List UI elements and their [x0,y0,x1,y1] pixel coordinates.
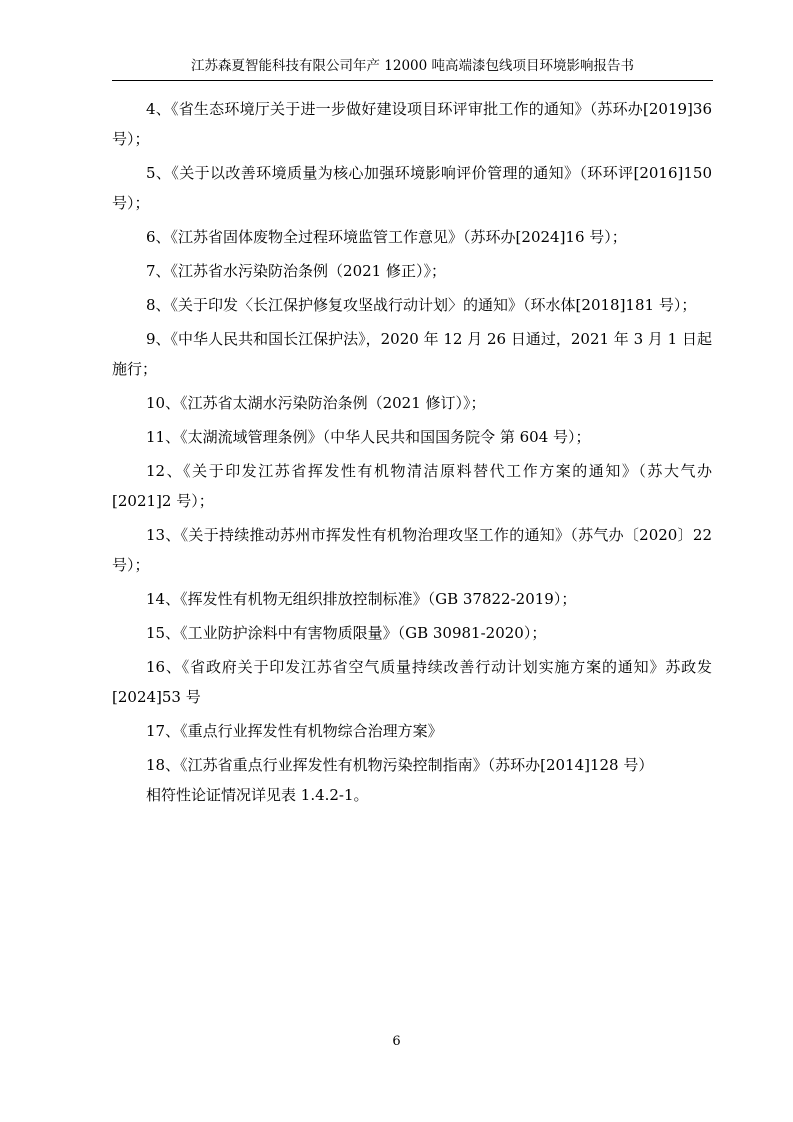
list-item-10: 10、《江苏省太湖水污染防治条例（2021 修订）》； [146,394,486,412]
list-item-16: 16、《省政府关于印发江苏省空气质量持续改善行动计划实施方案的通知》苏政发[2024]53 号 [112,658,712,706]
list-item-13: 13、《关于持续推动苏州市挥发性有机物治理攻坚工作的通知》（苏气办〔2020〕22 号）； [112,526,712,574]
list-item-11: 11、《太湖流域管理条例》（中华人民共和国国务院令 第 604 号）； [146,428,591,446]
regulation-list [112,94,712,810]
list-item-15: 15、《工业防护涂料中有害物质限量》（GB 30981-2020）； [146,624,547,642]
list-item-5: 5、《关于以改善环境质量为核心加强环境影响评价管理的通知》（环环评[2016]150 号）； [112,164,712,212]
header-divider [112,80,713,81]
document-header: 江苏森夏智能科技有限公司年产 12000 吨高端漆包线项目环境影响报告书 [190,58,635,74]
list-item-17: 17、《重点行业挥发性有机物综合治理方案》 [146,722,443,740]
list-item-4: 4、《省生态环境厅关于进一步做好建设项目环评审批工作的通知》（苏环办[2019]36 号）； [112,100,712,148]
list-item-9: 9、《中华人民共和国长江保护法》，2020 年 12 月 26 日通过，2021 年 3 月 1 日起施行； [112,330,712,378]
list-item-18: 18、《江苏省重点行业挥发性有机物污染控制指南》（苏环办[2014]128 号） [146,756,654,774]
list-item-6: 6、《江苏省固体废物全过程环境监管工作意见》（苏环办[2024]16 号）； [146,228,627,246]
page-number: 6 [392,1034,401,1049]
list-item-7: 7、《江苏省水污染防治条例（2021 修正）》； [146,262,446,280]
list-item-8: 8、《关于印发〈长江保护修复攻坚战行动计划〉的通知》（环水体[2018]181 号）； [146,296,697,314]
list-item-14: 14、《挥发性有机物无组织排放控制标准》（GB 37822-2019）； [146,590,577,608]
list-item-12: 12、《关于印发江苏省挥发性有机物清洁原料替代工作方案的通知》（苏大气办[2021]2 号）； [112,462,712,510]
closing-sentence: 相符性论证情况详见表 1.4.2-1。 [146,786,369,804]
